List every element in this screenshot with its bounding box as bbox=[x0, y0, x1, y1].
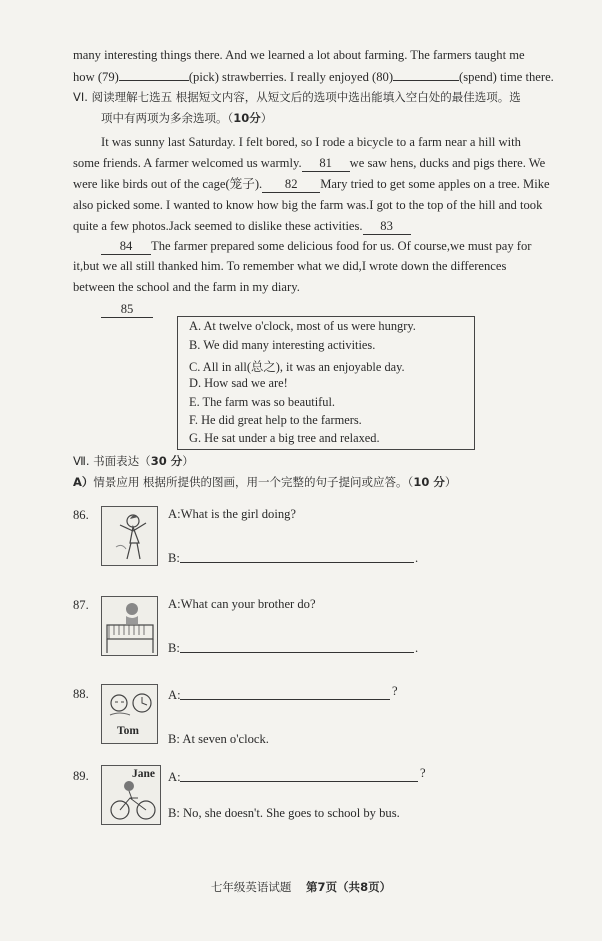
question-number: 88. bbox=[73, 687, 89, 701]
dancing-girl-icon bbox=[101, 506, 158, 566]
option-c: C. All in all(总之), it was an enjoyable day. bbox=[189, 360, 405, 374]
option-a: A. At twelve o'clock, most of us were hungry. bbox=[189, 319, 416, 333]
blank-81[interactable]: 81 bbox=[302, 155, 350, 172]
text: how (79) bbox=[73, 70, 119, 84]
option-g: G. He sat under a big tree and relaxed. bbox=[189, 431, 380, 445]
answer-line-86[interactable] bbox=[180, 562, 414, 563]
subsection-heading bbox=[73, 474, 456, 490]
answer-line-88[interactable] bbox=[180, 699, 390, 700]
options-box bbox=[177, 316, 475, 450]
piano-player-icon bbox=[101, 596, 158, 656]
question-number: 89. bbox=[73, 769, 89, 783]
question-number: 87. bbox=[73, 598, 89, 612]
text: 情景应用 根据所提供的图画，用一个完整的句子提问或应答。（ bbox=[93, 475, 414, 489]
blank-82[interactable]: 82 bbox=[262, 176, 320, 193]
blank-85[interactable]: 85 bbox=[101, 301, 153, 318]
passage-line bbox=[101, 301, 153, 318]
question-mark: ? bbox=[420, 766, 426, 780]
period: . bbox=[415, 641, 419, 655]
section-heading: VI. 阅读理解七选五 根据短文内容，从短文后的选项中选出能填入空白处的最佳选项。选 bbox=[73, 90, 521, 104]
score: 10分 bbox=[233, 111, 261, 125]
text: quite a few photos.Jack seemed to dislike these activities. bbox=[73, 219, 363, 233]
option-b: B. We did many interesting activities. bbox=[189, 338, 376, 352]
text: we saw hens, ducks and pigs there. We bbox=[349, 156, 546, 170]
footer-text: 第 bbox=[306, 880, 318, 894]
picture-name-jane: Jane bbox=[132, 768, 155, 780]
footer-title: 七年级英语试题 bbox=[210, 880, 292, 894]
passage-line bbox=[73, 68, 554, 85]
text: The farmer prepared some delicious food for us. Of course,we must pay for bbox=[151, 239, 532, 253]
page-footer bbox=[0, 879, 602, 895]
text: A） bbox=[73, 475, 94, 489]
given-answer: B: No, she doesn't. She goes to school by bus. bbox=[168, 806, 400, 820]
answer-label: B: bbox=[168, 641, 180, 655]
passage-line bbox=[73, 218, 411, 235]
text: Mary tried to get some apples on a tree. Mike bbox=[320, 177, 550, 191]
score: 30 分 bbox=[150, 454, 183, 468]
passage-line: also picked some. I wanted to know how big the farm was.I got to the top of the hill and took bbox=[73, 198, 543, 212]
answer-line-89[interactable] bbox=[180, 781, 418, 782]
passage-line: between the school and the farm in my diary. bbox=[73, 280, 300, 294]
sleeping-boy-icon bbox=[101, 684, 158, 744]
answer-label: A: bbox=[168, 770, 181, 784]
passage-line bbox=[73, 176, 550, 193]
text: Ⅶ. 书面表达（ bbox=[73, 454, 151, 468]
text: 项中有两项为多余选项。（ bbox=[101, 111, 234, 125]
option-f: F. He did great help to the farmers. bbox=[189, 413, 362, 427]
option-d: D. How sad we are! bbox=[189, 376, 288, 390]
section-heading-cont bbox=[101, 110, 272, 126]
picture-name-tom: Tom bbox=[117, 725, 139, 737]
blank-80[interactable] bbox=[393, 68, 459, 81]
question-mark: ? bbox=[392, 684, 398, 698]
answer-label: B: bbox=[168, 551, 180, 565]
passage-line: it,but we all still thanked him. To remember what we did,I wrote down the differences bbox=[73, 259, 507, 273]
section-heading bbox=[73, 453, 194, 469]
text: ） bbox=[260, 111, 273, 125]
text: ） bbox=[444, 475, 457, 489]
footer-text: 页） bbox=[368, 880, 392, 894]
option-e: E. The farm was so beautiful. bbox=[189, 395, 336, 409]
given-answer: B: At seven o'clock. bbox=[168, 732, 269, 746]
score: 10 分 bbox=[413, 475, 445, 489]
passage-line: It was sunny last Saturday. I felt bored, so I rode a bicycle to a farm near a hill with bbox=[101, 135, 521, 149]
footer-text: 页（共 bbox=[325, 880, 361, 894]
blank-84[interactable]: 84 bbox=[101, 238, 151, 255]
passage-line: many interesting things there. And we learned a lot about farming. The farmers taught me bbox=[73, 48, 525, 62]
question-prompt: A:What is the girl doing? bbox=[168, 507, 297, 521]
passage-line bbox=[101, 238, 531, 255]
text: (pick) strawberries. I really enjoyed (80) bbox=[188, 70, 394, 84]
period: . bbox=[415, 551, 419, 565]
passage-line bbox=[73, 155, 545, 172]
text: ） bbox=[182, 454, 194, 468]
text: were like birds out of the cage(笼子). bbox=[73, 177, 263, 191]
question-number: 86. bbox=[73, 508, 89, 522]
answer-line-87[interactable] bbox=[180, 652, 414, 653]
page-number: 7 bbox=[317, 880, 326, 894]
text: some friends. A farmer welcomed us warmly. bbox=[73, 156, 302, 170]
blank-79[interactable] bbox=[119, 68, 189, 81]
total-pages: 8 bbox=[360, 880, 369, 894]
answer-label: A: bbox=[168, 688, 181, 702]
question-prompt: A:What can your brother do? bbox=[168, 597, 316, 611]
text: (spend) time there. bbox=[459, 70, 554, 84]
blank-83[interactable]: 83 bbox=[363, 218, 411, 235]
bike-rider-icon bbox=[101, 765, 161, 825]
